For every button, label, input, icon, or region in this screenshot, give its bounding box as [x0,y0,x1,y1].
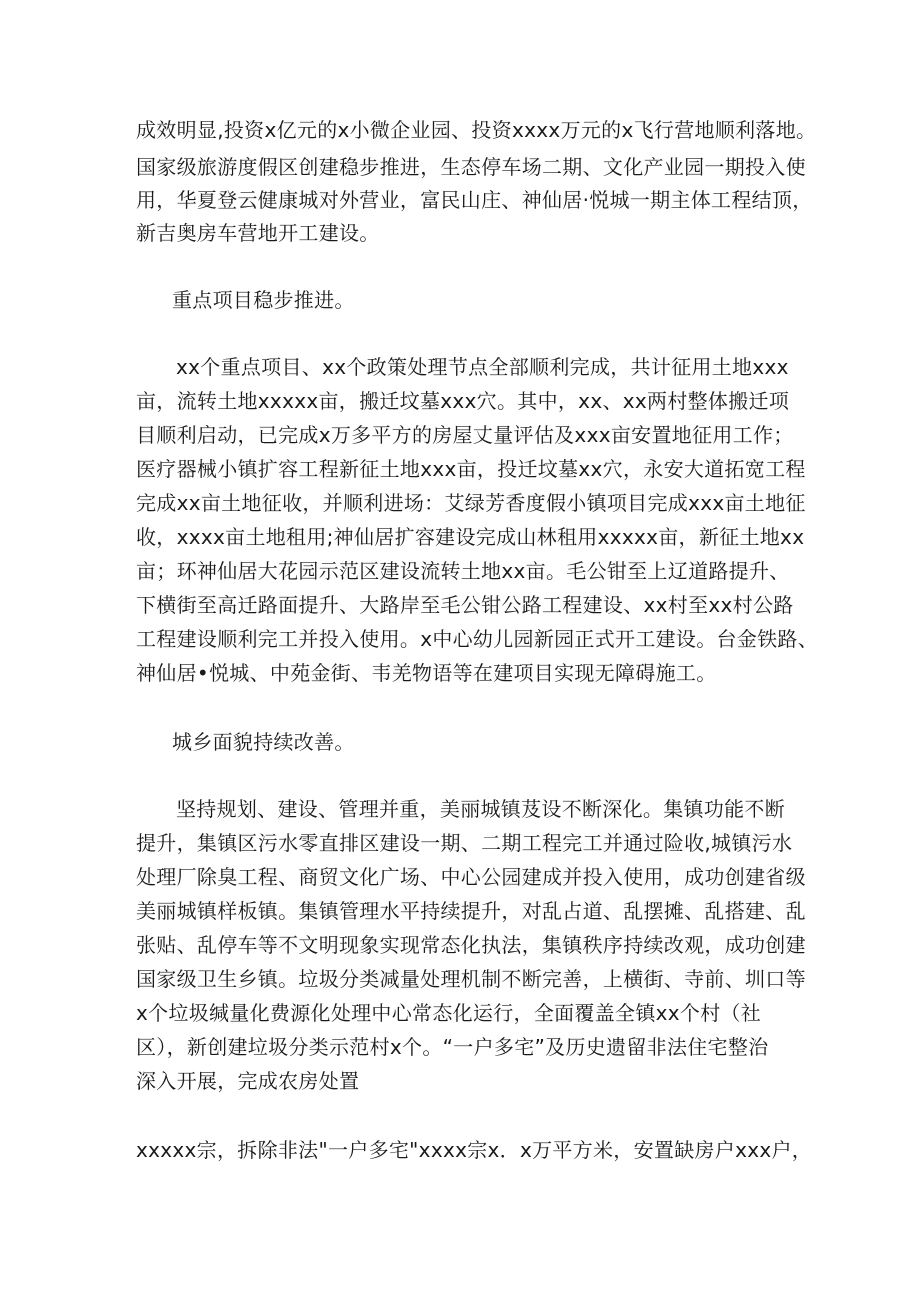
paragraph-line: 完成xx亩土地征收，并顺利进场：艾绿芳香度假小镇项目完成xxx亩土地征 [136,491,806,515]
paragraph-line: 收，xxxx亩土地租用;神仙居扩容建设完成山林租用xxxxx亩，新征土地xx [136,525,805,549]
paragraph-line: 提升，集镇区污水零直排区建设一期、二期工程完工并通过险收,城镇污水 [136,831,793,855]
section-heading-key-projects: 重点项目稳步推进。 [172,288,355,312]
paragraph-line: 区），新创建垃圾分类示范村x个。“一户多宅”及历史遗留非法住宅整治 [136,1035,769,1059]
section-heading-urban-rural: 城乡面貌持续改善。 [172,730,355,754]
paragraph-line: 深入开展，完成农房处置 [136,1069,360,1093]
paragraph-line: 神仙居•悦城、中苑金街、韦羌物语等在建项目实现无障碍施工。 [136,661,717,685]
paragraph-line: 坚持规划、建设、管理并重，美丽城镇芨设不断深化。集镇功能不断 [176,797,785,821]
paragraph-line: 新吉奥房车营地开工建设。 [136,221,380,245]
paragraph-line: 美丽城镇样板镇。集镇管理水平持续提升，对乱占道、乱摆摊、乱搭建、乱 [136,899,806,923]
paragraph-line: x个垃圾缄量化费源化处理中心常态化运行，全面覆盖全镇xx个村（社 [136,1001,762,1025]
paragraph-line: xxxxx宗，拆除非法"一户多宅"xxxx宗x．x万平方米，安置缺房户xxx户， [136,1138,813,1162]
paragraph-line: 国家级旅游度假区创建稳步推进，生态停车场二期、文化产业园一期投入使 [136,155,806,179]
paragraph-line: 医疗器械小镇扩容工程新征土地xxx亩，投迁坟墓xx穴，永安大道拓宽工程 [136,457,806,481]
paragraph-line: 目顺利启动，已完成x万多平方的房屋丈量评估及xxx亩安置地征用工作； [136,423,794,447]
paragraph-line: 工程建设顺利完工并投入使用。x中心幼儿园新园正式开工建设。台金铁路、 [136,627,819,651]
paragraph-line: 国家级卫生乡镇。垃圾分类减量处理机制不断完善，上横街、寺前、圳口等 [136,967,806,991]
paragraph-line: 用，华夏登云健康城对外营业，富民山庄、神仙居·悦城一期主体工程结顶， [136,188,813,212]
paragraph-line: 下横街至高迁路面提升、大路岸至毛公钳公路工程建设、xx村至xx村公路 [136,593,794,617]
paragraph-line: xx个重点项目、xx个政策处理节点全部顺利完成，共计征用土地xxx [176,355,789,379]
paragraph-line: 张贴、乱停车等不文明现象实现常态化执法，集镇秩序持续改观，成功创建 [136,933,806,957]
paragraph-line: 亩；环神仙居大花园示范区建设流转土地xx亩。毛公钳至上辽道路提升、 [136,559,790,583]
paragraph-line: 处理厂除臭工程、商贸文化广场、中心公园建成并投入使用，成功创建省级 [136,865,806,889]
paragraph-line: 亩，流转土地xxxxx亩，搬迁坟墓xxx穴。其中，xx、xx两村整体搬迁项 [136,389,790,413]
paragraph-line: 成效明显,投资x亿元的x小微企业园、投资xxxx万元的x飞行营地顺利落地。 [136,118,817,142]
